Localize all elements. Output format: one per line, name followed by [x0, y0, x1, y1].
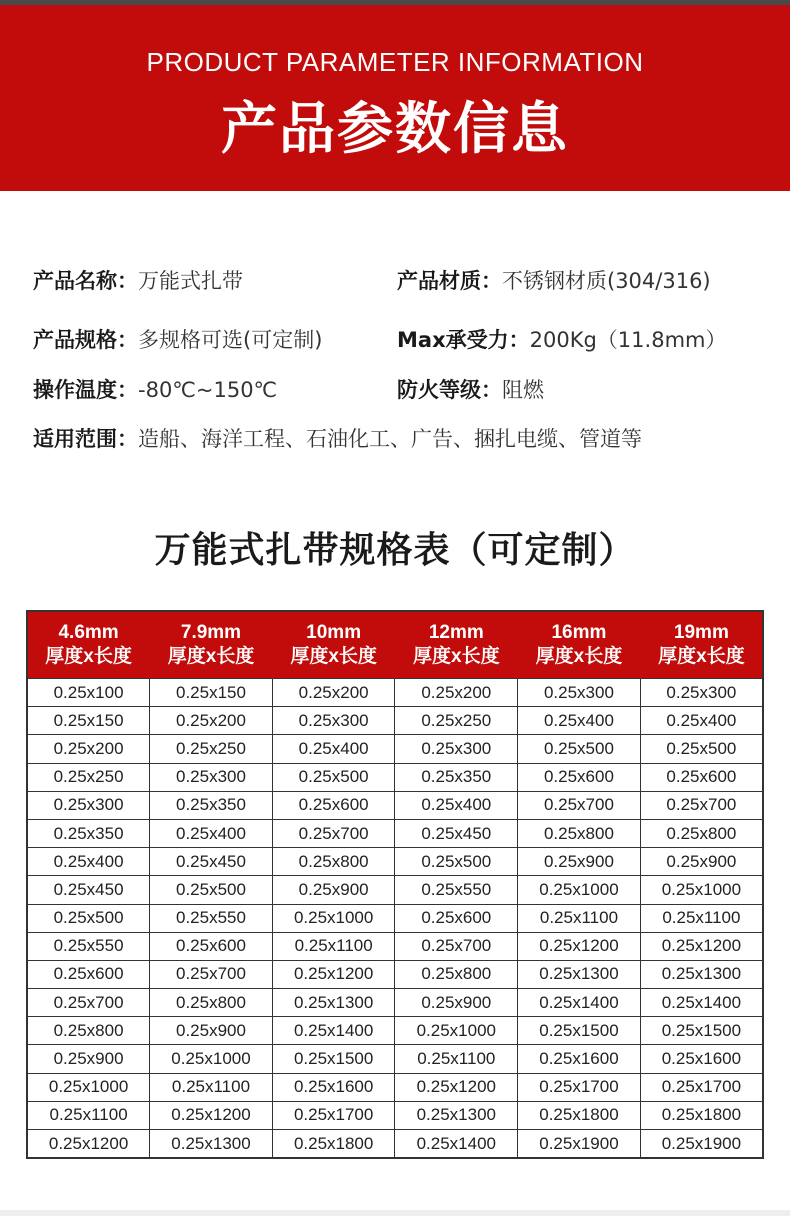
table-cell: 0.25x250: [395, 707, 518, 735]
table-row: [27, 735, 763, 763]
column-sub-label: 厚度x长度: [290, 646, 377, 667]
table-cell: 0.25x1800: [272, 1130, 395, 1159]
column-header: [640, 611, 763, 679]
table-cell: 0.25x1600: [518, 1045, 641, 1073]
table-cell: 0.25x800: [518, 819, 641, 847]
table-cell: 0.25x200: [395, 679, 518, 707]
param-name: [33, 266, 243, 296]
param-value: -80℃~150℃: [138, 378, 278, 402]
table-cell: 0.25x350: [150, 791, 273, 819]
table-cell: 0.25x1000: [27, 1073, 150, 1101]
param-label: 产品名称：: [33, 269, 138, 293]
table-cell: 0.25x900: [518, 848, 641, 876]
table-cell: 0.25x1400: [640, 989, 763, 1017]
table-cell: 0.25x300: [640, 679, 763, 707]
table-cell: 0.25x1000: [150, 1045, 273, 1073]
param-max-load: [397, 325, 726, 355]
table-cell: 0.25x500: [395, 848, 518, 876]
param-applications: [33, 424, 642, 454]
table-cell: 0.25x1300: [272, 989, 395, 1017]
table-cell: 0.25x800: [27, 1017, 150, 1045]
table-cell: 0.25x600: [640, 763, 763, 791]
header-banner: [0, 5, 790, 191]
table-cell: 0.25x1200: [640, 932, 763, 960]
table-cell: 0.25x700: [27, 989, 150, 1017]
table-cell: 0.25x1700: [640, 1073, 763, 1101]
table-cell: 0.25x900: [395, 989, 518, 1017]
table-cell: 0.25x1100: [150, 1073, 273, 1101]
table-cell: 0.25x700: [640, 791, 763, 819]
table-cell: 0.25x500: [518, 735, 641, 763]
param-label: 适用范围：: [33, 427, 138, 451]
table-cell: 0.25x1900: [518, 1130, 641, 1159]
table-cell: 0.25x1000: [395, 1017, 518, 1045]
table-cell: 0.25x1300: [640, 960, 763, 988]
table-cell: 0.25x700: [150, 960, 273, 988]
table-cell: 0.25x600: [395, 904, 518, 932]
table-cell: 0.25x1100: [272, 932, 395, 960]
table-cell: 0.25x1500: [640, 1017, 763, 1045]
table-cell: 0.25x150: [150, 679, 273, 707]
table-cell: 0.25x1300: [518, 960, 641, 988]
table-cell: 0.25x900: [27, 1045, 150, 1073]
column-width-label: 4.6mm: [58, 622, 119, 643]
table-cell: 0.25x450: [150, 848, 273, 876]
table-cell: 0.25x200: [272, 679, 395, 707]
table-cell: 0.25x450: [395, 819, 518, 847]
table-cell: 0.25x1900: [640, 1130, 763, 1159]
column-header: [27, 611, 150, 679]
table-cell: 0.25x200: [150, 707, 273, 735]
spec-table-title: 万能式扎带规格表（可定制）: [154, 530, 636, 571]
table-cell: 0.25x100: [27, 679, 150, 707]
param-value: 多规格可选(可定制): [138, 328, 323, 352]
table-cell: 0.25x600: [150, 932, 273, 960]
table-cell: 0.25x300: [395, 735, 518, 763]
header-title-cn: 产品参数信息: [221, 97, 569, 162]
column-width-label: 19mm: [673, 622, 729, 643]
table-cell: 0.25x1000: [518, 876, 641, 904]
param-label: 操作温度：: [33, 378, 138, 402]
table-cell: 0.25x400: [640, 707, 763, 735]
table-row: [27, 791, 763, 819]
table-row: [27, 960, 763, 988]
table-cell: 0.25x1400: [518, 989, 641, 1017]
column-sub-label: 厚度x长度: [167, 646, 255, 667]
column-width-label: 10mm: [306, 622, 362, 643]
param-value: 不锈钢材质(304/316): [502, 269, 711, 293]
table-cell: 0.25x1100: [518, 904, 641, 932]
table-cell: 0.25x1700: [272, 1101, 395, 1129]
spec-table-body: [27, 679, 763, 1159]
table-cell: 0.25x400: [150, 819, 273, 847]
table-cell: 0.25x550: [395, 876, 518, 904]
table-row: [27, 1073, 763, 1101]
table-cell: 0.25x1200: [395, 1073, 518, 1101]
table-cell: 0.25x1600: [640, 1045, 763, 1073]
table-cell: 0.25x1200: [27, 1130, 150, 1159]
table-cell: 0.25x400: [272, 735, 395, 763]
table-cell: 0.25x550: [27, 932, 150, 960]
table-cell: 0.25x1000: [272, 904, 395, 932]
table-row: [27, 1017, 763, 1045]
table-row: [27, 1045, 763, 1073]
column-header: [395, 611, 518, 679]
table-row: [27, 876, 763, 904]
table-cell: 0.25x400: [27, 848, 150, 876]
param-spec: [33, 325, 322, 355]
table-cell: 0.25x700: [518, 791, 641, 819]
table-cell: 0.25x300: [150, 763, 273, 791]
table-cell: 0.25x600: [518, 763, 641, 791]
table-cell: 0.25x1500: [518, 1017, 641, 1045]
table-cell: 0.25x1300: [150, 1130, 273, 1159]
param-label: 产品材质：: [397, 269, 502, 293]
table-cell: 0.25x300: [272, 707, 395, 735]
param-label: Max承受力：: [397, 328, 530, 352]
table-cell: 0.25x350: [27, 819, 150, 847]
table-row: [27, 904, 763, 932]
table-cell: 0.25x1200: [150, 1101, 273, 1129]
table-cell: 0.25x200: [27, 735, 150, 763]
table-cell: 0.25x500: [272, 763, 395, 791]
table-cell: 0.25x900: [640, 848, 763, 876]
header-subtitle-en: PRODUCT PARAMETER INFORMATION: [146, 47, 644, 77]
table-cell: 0.25x300: [27, 791, 150, 819]
table-cell: 0.25x1200: [272, 960, 395, 988]
column-sub-label: 厚度x长度: [413, 646, 500, 667]
param-value: 万能式扎带: [138, 269, 243, 293]
table-cell: 0.25x800: [395, 960, 518, 988]
table-cell: 0.25x800: [272, 848, 395, 876]
column-header: [272, 611, 395, 679]
param-value: 造船、海洋工程、石油化工、广告、捆扎电缆、管道等: [138, 427, 642, 451]
column-width-label: 7.9mm: [180, 622, 242, 643]
table-row: [27, 679, 763, 707]
table-cell: 0.25x250: [27, 763, 150, 791]
table-cell: 0.25x1800: [640, 1101, 763, 1129]
param-label: 产品规格：: [33, 328, 138, 352]
table-cell: 0.25x700: [395, 932, 518, 960]
param-temperature: [33, 375, 277, 405]
table-row: [27, 707, 763, 735]
table-cell: 0.25x350: [395, 763, 518, 791]
table-cell: 0.25x450: [27, 876, 150, 904]
table-cell: 0.25x800: [150, 989, 273, 1017]
table-cell: 0.25x1600: [272, 1073, 395, 1101]
table-cell: 0.25x700: [272, 819, 395, 847]
param-value: 200Kg（11.8mm）: [529, 328, 727, 352]
column-header: [518, 611, 641, 679]
table-cell: 0.25x250: [150, 735, 273, 763]
table-cell: 0.25x900: [272, 876, 395, 904]
table-cell: 0.25x1400: [395, 1130, 518, 1159]
table-cell: 0.25x600: [27, 960, 150, 988]
column-sub-label: 厚度x长度: [658, 646, 745, 667]
table-cell: 0.25x1800: [518, 1101, 641, 1129]
table-cell: 0.25x150: [27, 707, 150, 735]
table-row: [27, 932, 763, 960]
spec-table-header-row: [27, 611, 763, 679]
table-cell: 0.25x500: [150, 876, 273, 904]
column-sub-label: 厚度x长度: [535, 646, 623, 667]
table-cell: 0.25x600: [272, 791, 395, 819]
param-value: 阻燃: [502, 378, 544, 402]
table-cell: 0.25x1500: [272, 1045, 395, 1073]
spec-table: [26, 610, 764, 1159]
table-cell: 0.25x800: [640, 819, 763, 847]
param-material: [397, 266, 711, 296]
table-cell: 0.25x300: [518, 679, 641, 707]
table-cell: 0.25x1700: [518, 1073, 641, 1101]
table-cell: 0.25x1300: [395, 1101, 518, 1129]
table-cell: 0.25x1200: [518, 932, 641, 960]
table-row: [27, 819, 763, 847]
table-cell: 0.25x500: [640, 735, 763, 763]
table-cell: 0.25x1100: [27, 1101, 150, 1129]
table-cell: 0.25x1100: [395, 1045, 518, 1073]
table-row: [27, 989, 763, 1017]
table-cell: 0.25x550: [150, 904, 273, 932]
table-cell: 0.25x900: [150, 1017, 273, 1045]
param-label: 防火等级：: [397, 378, 502, 402]
table-row: [27, 1101, 763, 1129]
column-width-label: 16mm: [551, 622, 607, 643]
column-header: [150, 611, 273, 679]
table-row: [27, 763, 763, 791]
table-cell: 0.25x1000: [640, 876, 763, 904]
bottom-strip: [0, 1210, 790, 1216]
table-cell: 0.25x500: [27, 904, 150, 932]
table-cell: 0.25x400: [518, 707, 641, 735]
column-sub-label: 厚度x长度: [45, 646, 132, 667]
param-fire-rating: [397, 375, 544, 405]
table-cell: 0.25x1100: [640, 904, 763, 932]
table-cell: 0.25x1400: [272, 1017, 395, 1045]
table-row: [27, 848, 763, 876]
column-width-label: 12mm: [428, 622, 484, 643]
table-row: [27, 1130, 763, 1159]
table-cell: 0.25x400: [395, 791, 518, 819]
